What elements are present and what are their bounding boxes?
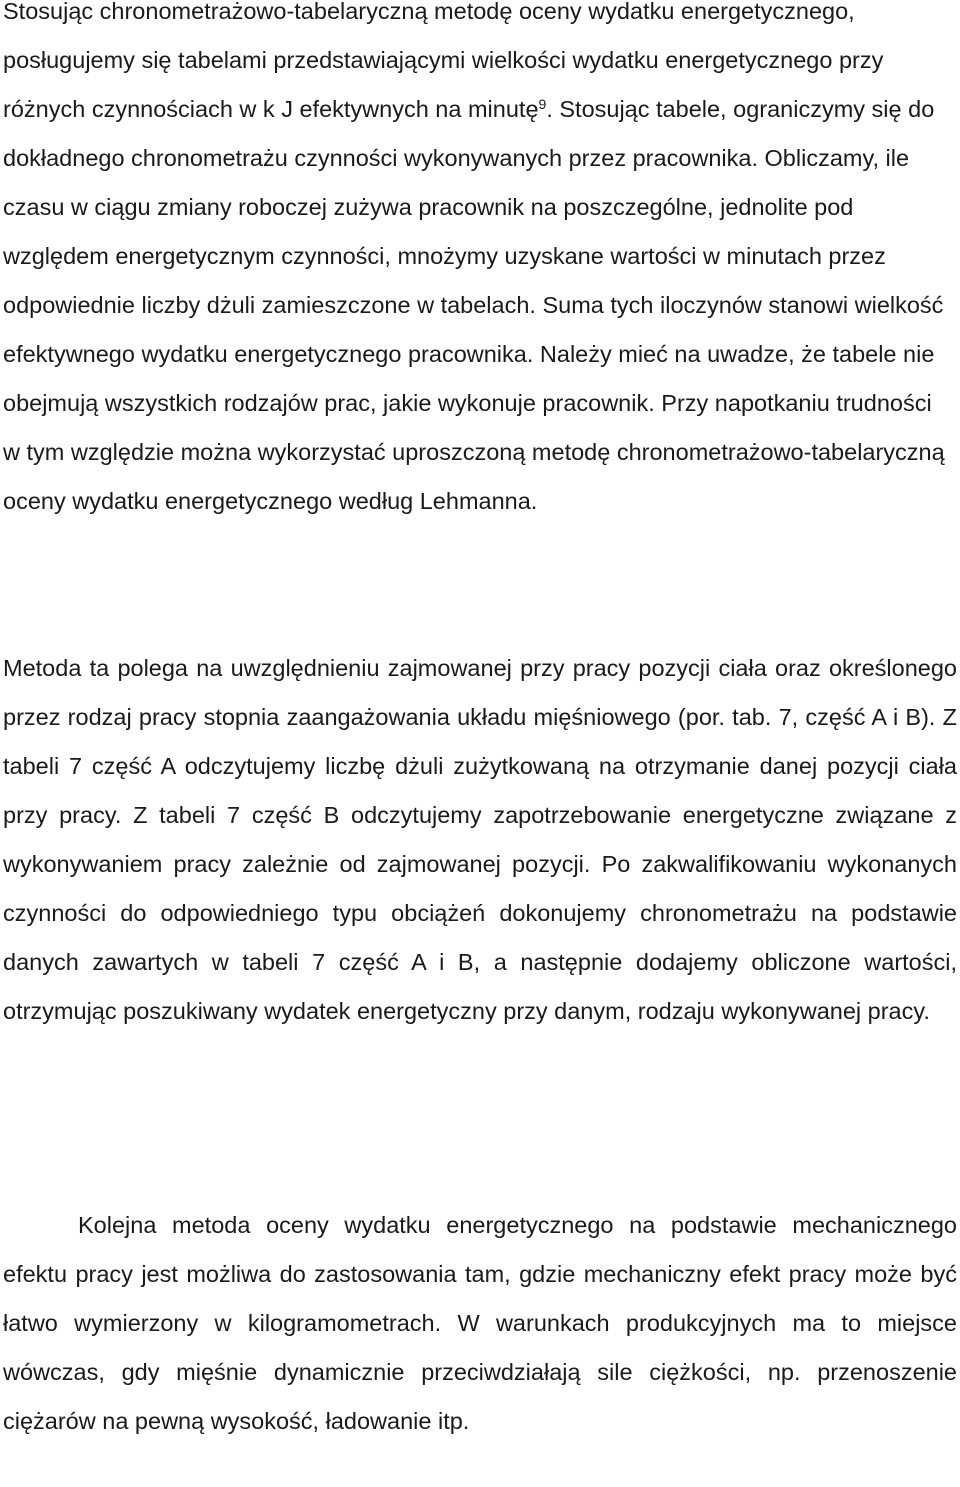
paragraph-lehmann-method: Metoda ta polega na uwzględnieniu zajmowanej przy pracy pozycji ciała oraz określonego przez rodzaj pracy stopnia zaangażowania układu mięśniowego (por. tab. 7, część A i B). Z tabeli 7 część A odczytujemy liczbę dżuli zużytkowaną na otrzymanie danej pozycji ciała przy pracy. Z tabeli 7 część B odczytujemy zapotrzebowanie energetyczne związane z wykonywaniem pracy zależnie od zajmowanej pozycji. Po zakwalifikowaniu wykonanych czynności do odpowiedniego typu obciążeń dokonujemy chronometrażu na podstawie danych zawartych w tabeli 7 część A i B, a następnie dodajemy obliczone wartości, otrzymując poszukiwany wydatek energetyczny przy danym, rodzaju wykonywanej pracy. [3,655,957,1024]
paragraph-mechanical-effect-method: Kolejna metoda oceny wydatku energetycznego na podstawie mechanicznego efektu pracy jest możliwa do zastosowania tam, gdzie mechaniczny efekt pracy może być łatwo wymierzony w kilogramometrach. W warunkach produkcyjnych ma to miejsce wówczas, gdy mięśnie dynamicznie przeciwdziałają sile ciężkości, np. przenoszenie ciężarów na pewną wysokość, ładowanie itp. [3,1212,957,1434]
paragraph-chronometric-method [3,0,955,526]
paragraph-1-text-end: . Stosując tabele, ograniczymy się do dokładnego chronometrażu czynności wykonywanych przez pracownika. Obliczamy, ile czasu w ciągu zmiany roboczej zużywa pracownik na poszczególne, jednolite pod względem energetycznym czynności, mnożymy uzyskane wartości w minutach przez odpowiednie liczby dżuli zamieszczone w tabelach. Suma tych iloczynów stanowi wielkość efektywnego wydatku energetycznego pracownika. Należy mieć na uwadze, że tabele nie obejmują wszystkich rodzajów prac, jakie wykonuje pracownik. Przy napotkaniu trudności w tym względzie można wykorzystać uproszczoną metodę chronometrażowo-tabelaryczną oceny wydatku energetycznego według Lehmanna. [3,96,945,514]
paragraph-1-text-start: Stosując chronometrażowo-tabelaryczną metodę oceny wydatku energetycznego, posługujemy się tabelami przedstawiającymi wielkości wydatku energetycznego przy różnych czynnościach w k J efektywnych na minutę [3,0,884,122]
footnote-reference: 9 [538,96,547,112]
